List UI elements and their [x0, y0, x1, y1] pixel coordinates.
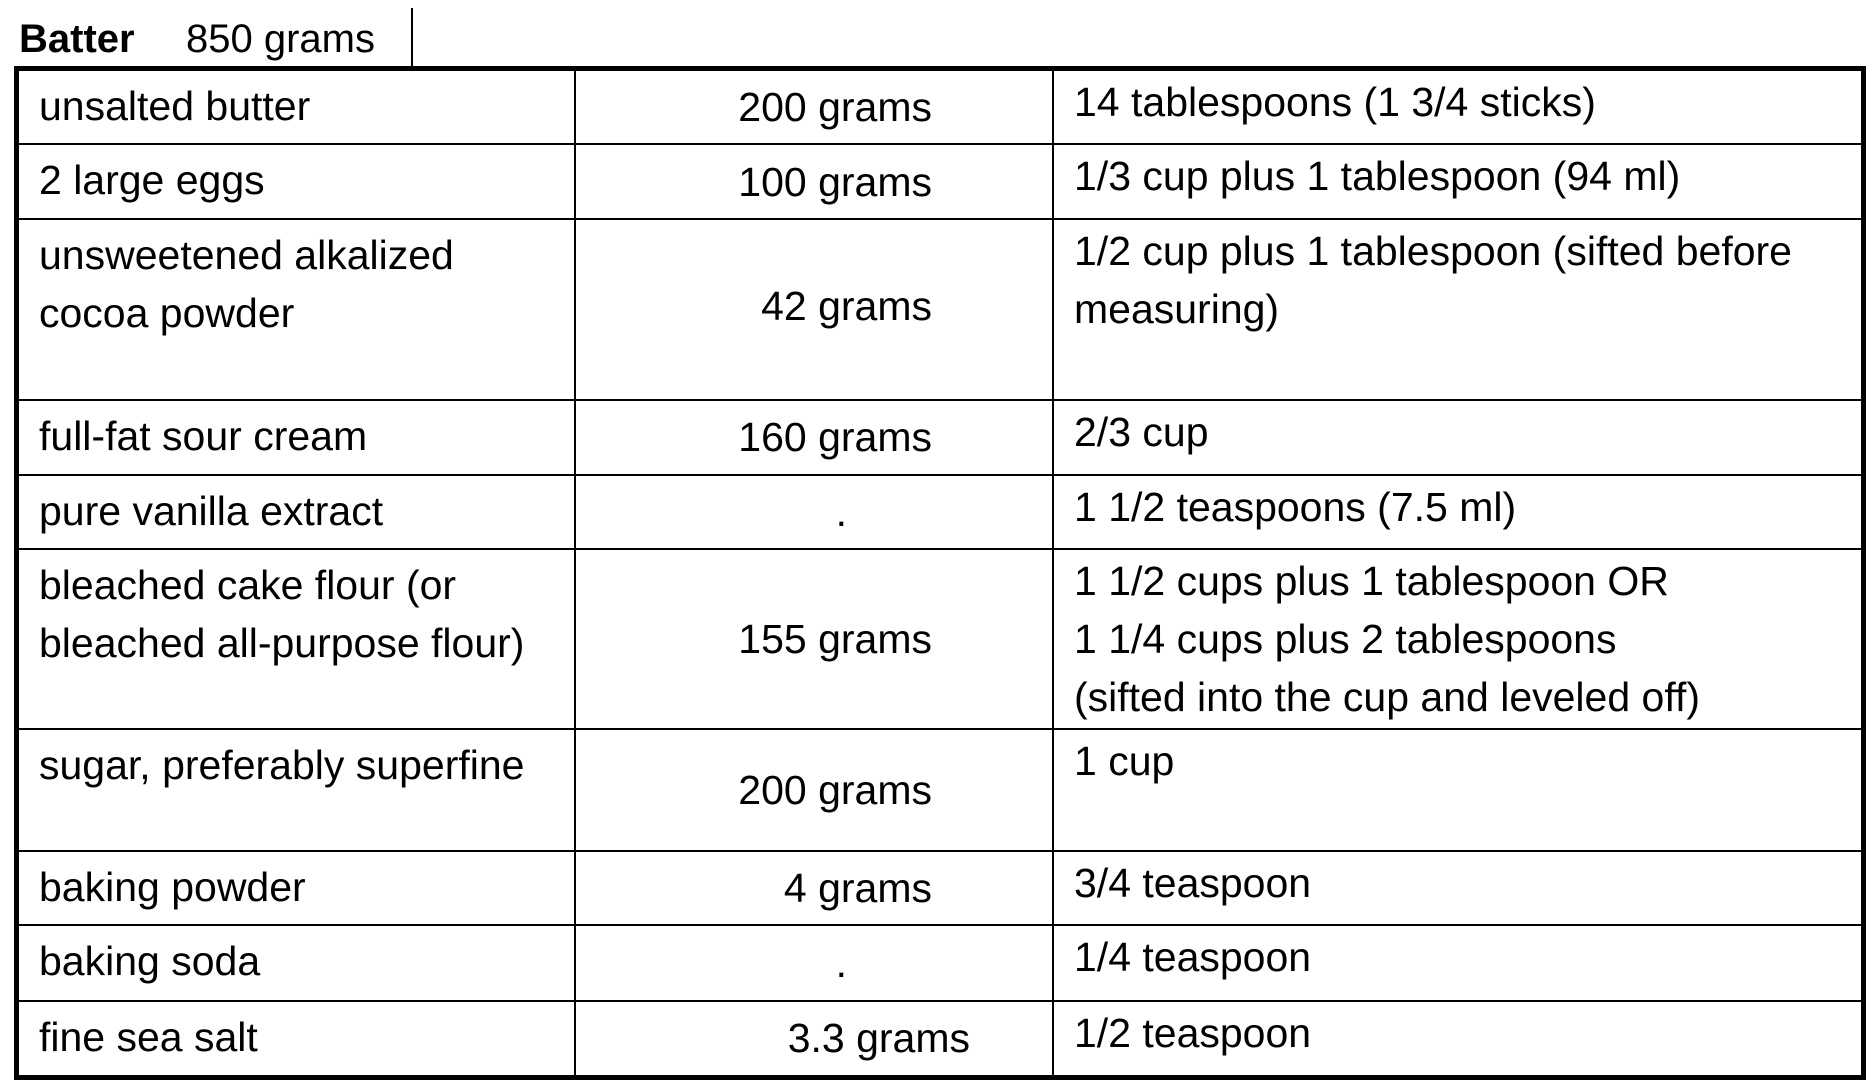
- table-row: [19, 71, 1861, 144]
- ingredient-cell: baking powder: [19, 851, 575, 925]
- volume-text: 14 tablespoons (1 3/4 sticks): [1074, 79, 1596, 125]
- volume-text: 1 1/2 teaspoons (7.5 ml): [1074, 483, 1517, 530]
- weight-cell: 160 grams: [575, 400, 1053, 475]
- volume-cell: [1053, 71, 1861, 144]
- weight-cell: .: [575, 475, 1053, 549]
- ingredient-cell: sugar, preferably superfine: [19, 729, 575, 851]
- table-row: [19, 475, 1861, 549]
- table-row: [19, 925, 1861, 1001]
- weight-cell: 4 grams: [575, 851, 1053, 925]
- table-row: [19, 1001, 1861, 1075]
- ingredient-cell: fine sea salt: [19, 1001, 575, 1075]
- header-divider: [411, 8, 413, 68]
- weight-cell: 200 grams: [575, 71, 1053, 144]
- section-total-weight: 850 grams: [186, 17, 375, 61]
- volume-cell: [1053, 925, 1861, 1001]
- ingredient-cell: bleached cake flour (or bleached all-purpose flour): [19, 549, 575, 730]
- table-row: [19, 729, 1861, 851]
- weight-cell: 3.3 grams: [575, 1001, 1053, 1075]
- volume-text: 3/4 teaspoon: [1074, 859, 1312, 906]
- table-row: [19, 851, 1861, 925]
- ingredient-cell: baking soda: [19, 925, 575, 1001]
- section-title: Batter: [19, 17, 135, 61]
- volume-text: 2/3 cup: [1074, 408, 1209, 455]
- volume-cell: [1053, 729, 1861, 851]
- volume-cell: [1053, 851, 1861, 925]
- volume-text: 1/2 cup plus 1 tablespoon (sifted before measuring): [1074, 228, 1792, 333]
- recipe-section-header: [0, 0, 420, 68]
- table-row: [19, 144, 1861, 219]
- ingredients-table: [19, 71, 1861, 1075]
- weight-cell: 100 grams: [575, 144, 1053, 219]
- ingredient-cell: unsalted butter: [19, 71, 575, 144]
- volume-text: 1/2 teaspoon: [1074, 1009, 1312, 1056]
- table-row: [19, 400, 1861, 475]
- table-row: [19, 549, 1861, 730]
- ingredient-cell: full-fat sour cream: [19, 400, 575, 475]
- weight-cell: .: [575, 925, 1053, 1001]
- weight-cell: 42 grams: [575, 219, 1053, 400]
- ingredients-table-frame: [14, 66, 1866, 1080]
- ingredient-cell: pure vanilla extract: [19, 475, 575, 549]
- volume-cell: [1053, 144, 1861, 219]
- volume-text: 1 1/2 cups plus 1 tablespoon OR 1 1/4 cups plus 2 tablespoons (sifted into the cup and leveled off): [1074, 557, 1701, 720]
- volume-cell: [1053, 475, 1861, 549]
- volume-cell: [1053, 1001, 1861, 1075]
- weight-cell: 155 grams: [575, 549, 1053, 730]
- weight-cell: 200 grams: [575, 729, 1053, 851]
- volume-text: 1/3 cup plus 1 tablespoon (94 ml): [1074, 153, 1681, 200]
- table-row: [19, 219, 1861, 400]
- ingredient-cell: 2 large eggs: [19, 144, 575, 219]
- volume-cell: [1053, 549, 1861, 730]
- volume-text: 1/4 teaspoon: [1074, 933, 1312, 980]
- volume-cell: [1053, 219, 1861, 400]
- volume-cell: [1053, 400, 1861, 475]
- ingredient-cell: unsweetened alkalized cocoa powder: [19, 219, 575, 400]
- volume-text: 1 cup: [1074, 738, 1175, 785]
